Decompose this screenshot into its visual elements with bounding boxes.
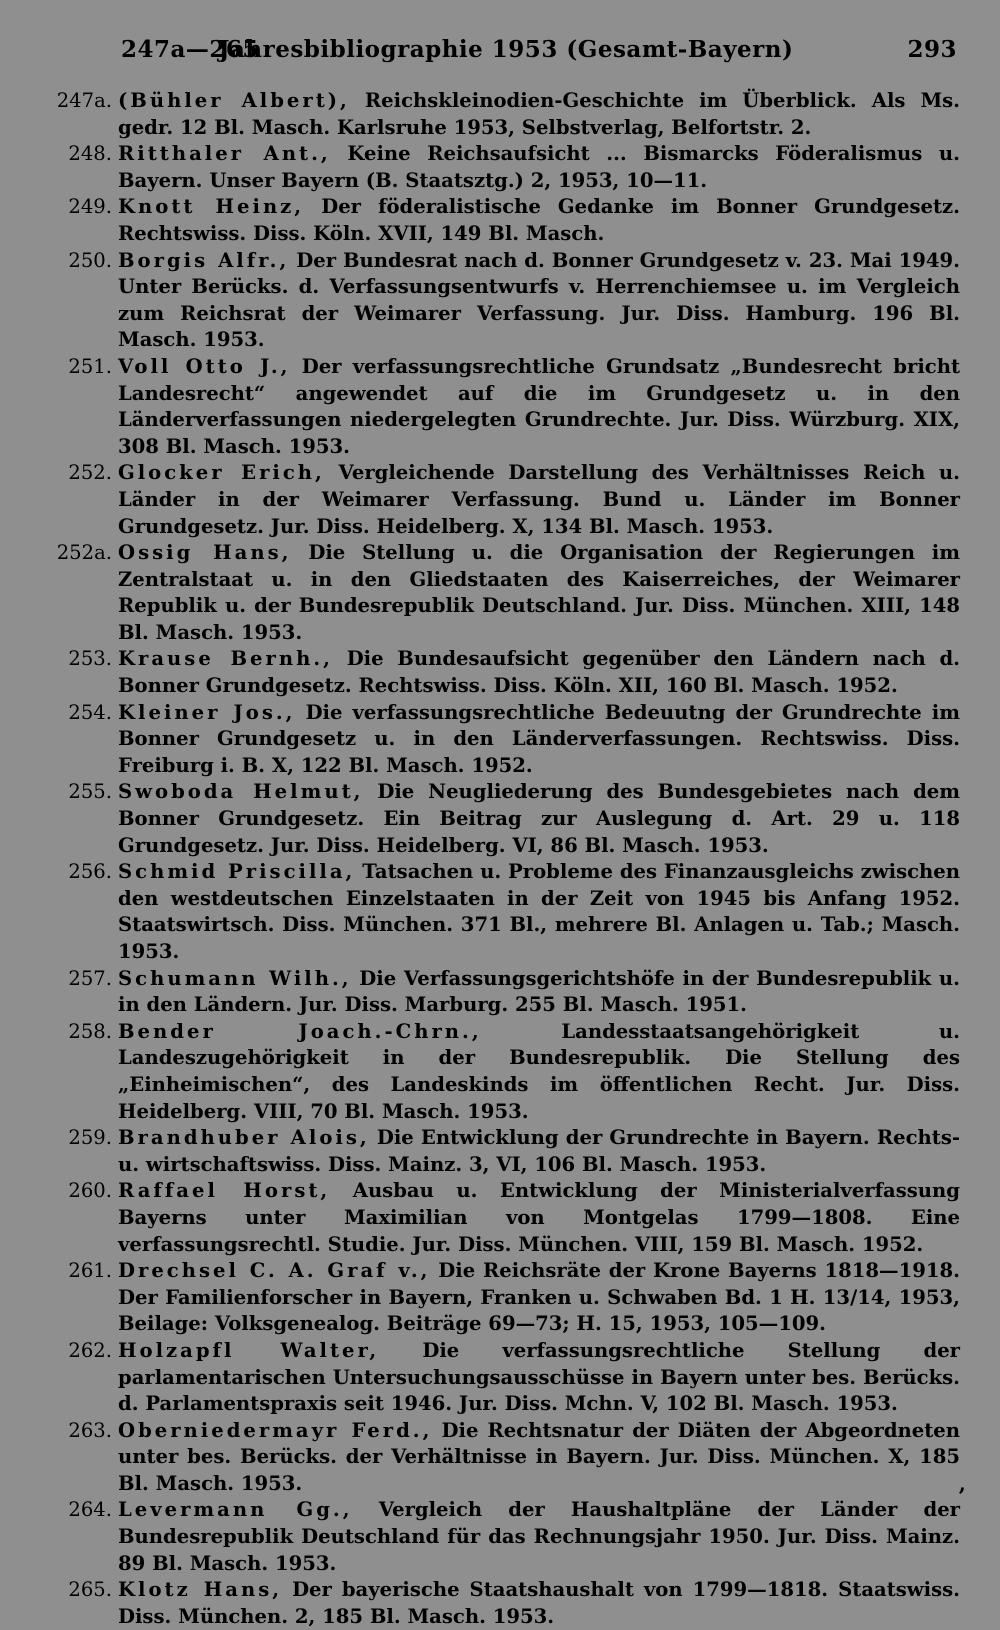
bibliography-entry [52, 1178, 960, 1258]
bibliography-entry [52, 1019, 960, 1125]
entry-author: Kleiner Jos., [118, 700, 296, 724]
entry-author: Klotz Hans, [118, 1578, 283, 1602]
entry-author: Drechsel C. A. Graf v., [118, 1259, 431, 1283]
bibliography-entry [52, 1125, 960, 1178]
header-title: Jahresbibliographie 1953 (Gesamt-Bayern) [218, 36, 794, 63]
header-range: 247a—265 [121, 36, 259, 63]
entry-author: Borgis Alfr., [118, 248, 290, 272]
entry-author: Oberniedermayr Ferd., [118, 1418, 433, 1442]
entry-number: 248. [68, 142, 112, 166]
entry-text: Reichskleinodien-Geschichte im Überblick. Als Ms. gedr. 12 Bl. Masch. Karlsruhe 1953, Selbstverlag, Belfortstr. 2. [118, 89, 961, 139]
entry-author: Schmid Priscilla, [118, 860, 356, 884]
entry-author: Bender Joach.-Chrn., [118, 1019, 482, 1043]
entry-text: Keine Reichsaufsicht ... Bismarcks Föderalismus u. Bayern. Unser Bayern (B. Staatsztg.) 2, 1953, 10—11. [118, 142, 961, 192]
bibliography-entry [52, 859, 960, 965]
entry-number: 252a. [56, 541, 112, 565]
entry-text: Die Reichsräte der Krone Bayerns 1818—1918. Der Familienforscher in Bayern, Franken u. Schwaben Bd. 1 H. 13/14, 1953, Beilage: Volksgenealog. Beiträge 69—73; H. 15, 1953, 105—109. [118, 1259, 961, 1336]
bibliography-entry [52, 1577, 960, 1630]
entry-number: 264. [68, 1498, 112, 1522]
entry-text: Vergleich der Haushaltpläne der Länder der Bundesrepublik Deutschland für das Rechnungsjahr 1950. Jur. Diss. Mainz. 89 Bl. Masch. 1953. [118, 1498, 960, 1575]
entry-text: Tatsachen u. Probleme des Finanzausgleichs zwischen den westdeutschen Einzelstaaten in der Zeit von 1945 bis Anfang 1952. Staatswirtsch. Diss. München. 371 Bl., mehrere Bl. Anlagen u. Tab.; Masch. 1953. [118, 860, 960, 963]
entry-number: 247a. [56, 89, 112, 112]
entry-author: Knott Heinz, [118, 195, 305, 219]
entry-text: Die Entwicklung der Grundrechte in Bayern. Rechts- u. wirtschaftswiss. Diss. Mainz. 3, VI, 106 Bl. Masch. 1953. [118, 1126, 960, 1176]
entry-number: 250. [68, 248, 112, 272]
entry-text: Die verfassungsrechtliche Stellung der parlamentarischen Untersuchungsausschüsse in Bayern unter bes. Berücks. d. Parlamentspraxis seit 1946. Jur. Diss. Mchn. V, 102 Bl. Masch. 1953. [118, 1338, 960, 1416]
bibliography-entry [52, 646, 960, 699]
entry-author: Glocker Erich, [118, 461, 325, 485]
entry-text: Die Rechtsnatur der Diäten der Abgeordneten unter bes. Berücks. der Verhältnisse in Bayern. Jur. Diss. München. X, 185 Bl. Masch. 1953. [118, 1418, 961, 1495]
entry-text: Die Bundesaufsicht gegenüber den Ländern nach d. Bonner Grundgesetz. Rechtswiss. Diss. Köln. XII, 160 Bl. Masch. 1952. [118, 647, 960, 698]
entry-text: Landesstaatsangehörigkeit u. Landeszugehörigkeit in der Bundesrepublik. Die Stellung des „Einheimischen“, des Landeskinds im öffentlichen Recht. Jur. Diss. Heidelberg. VIII, 70 Bl. Masch. 1953. [118, 1019, 960, 1123]
bibliography-entry [52, 540, 960, 646]
entry-number: 252. [68, 461, 112, 485]
stray-mark: ’ [958, 1484, 966, 1510]
bibliography-entry [52, 141, 960, 194]
entry-number: 259. [68, 1126, 112, 1150]
running-header [52, 36, 960, 70]
entry-author: Krause Bernh., [118, 647, 333, 671]
bibliography-list [52, 88, 960, 1630]
entry-author: Raffael Horst, [118, 1179, 331, 1203]
entry-author: (Bühler Albert), [118, 89, 350, 112]
bibliography-entry [52, 1338, 960, 1418]
entry-author: Voll Otto J., [118, 354, 291, 378]
bibliography-entry [52, 1418, 960, 1498]
entry-text: Die Verfassungsgerichtshöfe in der Bundesrepublik u. in den Ländern. Jur. Diss. Marburg. 255 Bl. Masch. 1951. [118, 966, 960, 1017]
entry-author: Schumann Wilh., [118, 966, 352, 990]
entry-number: 249. [68, 195, 112, 219]
entry-number: 257. [68, 966, 112, 990]
entry-text: Ausbau u. Entwicklung der Ministerialverfassung Bayerns unter Maximilian von Montgelas 1799—1808. Eine verfassungsrechtl. Studie. Jur. Diss. München. VIII, 159 Bl. Masch. 1952. [118, 1179, 960, 1256]
entry-author: Ritthaler Ant., [118, 142, 331, 166]
entry-number: 265. [68, 1578, 112, 1602]
bibliography-entry [52, 194, 960, 247]
entry-text: Der bayerische Staatshaushalt von 1799—1818. Staatswiss. Diss. München. 2, 185 Bl. Masch. 1953. [118, 1578, 960, 1628]
entry-number: 261. [68, 1259, 112, 1283]
entry-author: Brandhuber Alois, [118, 1126, 370, 1150]
bibliography-entry [52, 88, 960, 141]
entry-number: 262. [68, 1338, 112, 1362]
bibliography-entry [52, 354, 960, 460]
entry-number: 255. [68, 780, 112, 804]
entry-number: 260. [68, 1179, 112, 1203]
entry-text: Der Bundesrat nach d. Bonner Grundgesetz v. 23. Mai 1949. Unter Berücks. d. Verfassungsentwurfs v. Herrenchiemsee u. im Vergleich zum Reichsrat der Weimarer Verfassung. Jur. Diss. Hamburg. 196 Bl. Masch. 1953. [118, 248, 960, 352]
entry-number: 254. [68, 700, 112, 724]
entry-number: 258. [68, 1019, 112, 1043]
entry-text: Der föderalistische Gedanke im Bonner Grundgesetz. Rechtswiss. Diss. Köln. XVII, 149 Bl. Masch. [118, 195, 960, 245]
bibliography-entry [52, 1258, 960, 1338]
entry-number: 253. [68, 647, 112, 671]
entry-number: 256. [68, 860, 112, 884]
entry-author: Holzapfl Walter, [118, 1338, 380, 1362]
bibliography-entry [52, 700, 960, 780]
page-number: 293 [907, 36, 957, 63]
bibliography-entry [52, 779, 960, 859]
entry-author: Swoboda Helmut, [118, 780, 364, 804]
entry-author: Levermann Gg., [118, 1498, 353, 1522]
entry-number: 263. [68, 1418, 112, 1442]
entry-text: Vergleichende Darstellung des Verhältnisses Reich u. Länder in der Weimarer Verfassung. Bund u. Länder im Bonner Grundgesetz. Jur. Diss. Heidelberg. X, 134 Bl. Masch. 1953. [118, 461, 961, 538]
bibliography-entry [52, 1497, 960, 1577]
bibliography-entry [52, 248, 960, 354]
entry-number: 251. [68, 354, 112, 378]
bibliography-entry [52, 966, 960, 1019]
entry-text: Die Neugliederung des Bundesgebietes nach dem Bonner Grundgesetz. Ein Beitrag zur Auslegung d. Art. 29 u. 118 Grundgesetz. Jur. Diss. Heidelberg. VI, 86 Bl. Masch. 1953. [118, 780, 960, 857]
bibliography-entry [52, 460, 960, 540]
entry-author: Ossig Hans, [118, 541, 292, 565]
entry-text: Die verfassungsrechtliche Bedeuutng der Grundrechte im Bonner Grundgesetz u. in den Länderverfassungen. Rechtswiss. Diss. Freiburg i. B. X, 122 Bl. Masch. 1952. [118, 700, 960, 777]
entry-text: Der verfassungsrechtliche Grundsatz „Bundesrecht bricht Landesrecht“ angewendet auf die im Grundgesetz u. in den Länderverfassungen niedergelegten Grundrechte. Jur. Diss. Würzburg. XIX, 308 Bl. Masch. 1953. [118, 354, 960, 458]
entry-text: Die Stellung u. die Organisation der Regierungen im Zentralstaat u. in den Gliedstaaten des Kaiserreiches, der Weimarer Republik u. der Bundesrepublik Deutschland. Jur. Diss. München. XIII, 148 Bl. Masch. 1953. [118, 541, 960, 644]
